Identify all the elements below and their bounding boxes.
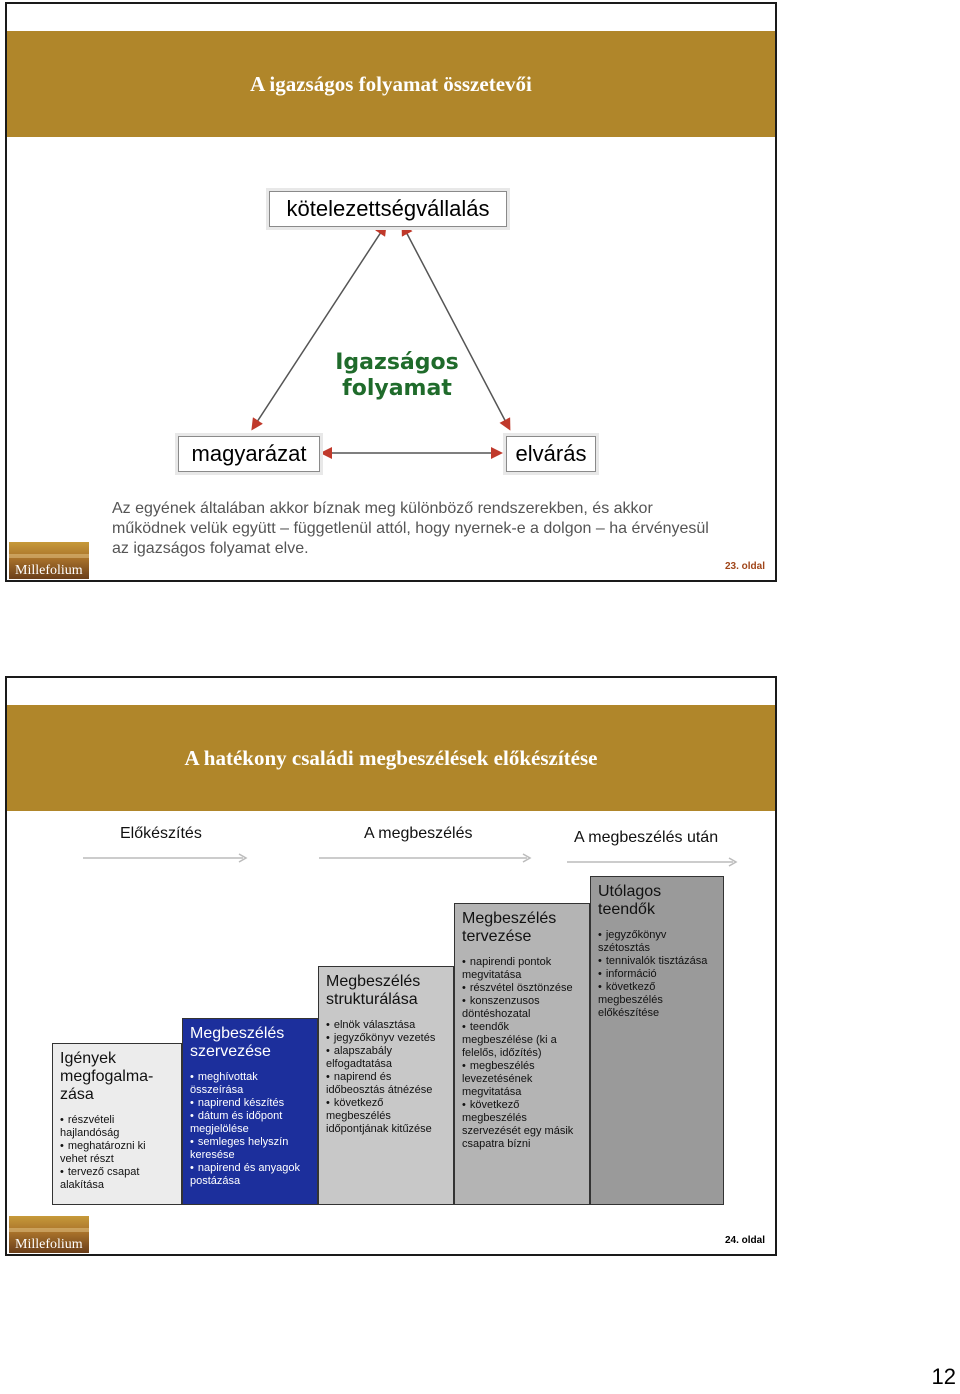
explanation-box: magyarázat xyxy=(178,436,320,472)
column-followup xyxy=(590,876,724,1205)
list-item: • részvételi hajlandóság xyxy=(60,1114,174,1140)
list-item: • következő megbeszélés szervezését egy másik csapatra bízni xyxy=(462,1099,582,1151)
list-item: • jegyzőkönyv vezetés xyxy=(326,1032,446,1045)
list-item: • megbeszélés levezetésének megvitatása xyxy=(462,1060,582,1099)
page-number: 12 xyxy=(931,1364,956,1389)
center-label-line-2: folyamat xyxy=(342,376,452,401)
list-item: • tervező csapat alakítása xyxy=(60,1166,174,1192)
list-item: • napirend és időbeosztás átnézése xyxy=(326,1071,446,1097)
column-needs xyxy=(52,1043,182,1205)
column-heading: Igények megfogalma-zása xyxy=(60,1050,154,1103)
center-label xyxy=(322,350,472,402)
list-item: • napirendi pontok megvitatása xyxy=(462,956,582,982)
list-item: • alapszabály elfogadtatása xyxy=(326,1045,446,1071)
column-structuring xyxy=(318,966,454,1205)
list-item: • információ xyxy=(598,968,716,981)
column-heading: Utólagos teendők xyxy=(598,883,662,918)
phase-after-meeting: A megbeszélés után xyxy=(574,829,719,846)
phase-arrows xyxy=(7,678,775,878)
list-item: • tennivalók tisztázása xyxy=(598,955,716,968)
column-heading: Megbeszélés tervezése xyxy=(462,910,557,945)
list-item: • dátum és időpont megjelölése xyxy=(190,1110,310,1136)
list-item: • meghatározni ki vehet részt xyxy=(60,1140,174,1166)
phase-meeting: A megbeszélés xyxy=(364,825,473,842)
fair-process-paragraph: Az egyének általában akkor bíznak meg különböző rendszerekben, és akkor működnek velük együtt – függetlenül attól, hogy nyernek-e a dolgon – ha érvényesül az igazságos folyamat elve. xyxy=(112,500,709,557)
commitment-box: kötelezettségvállalás xyxy=(269,191,507,227)
slide-1-title: A igazságos folyamat összetevői xyxy=(7,31,775,137)
expectation-box: elvárás xyxy=(506,436,596,472)
millefolium-logo xyxy=(9,1216,89,1253)
millefolium-logo xyxy=(9,542,89,579)
list-item: • következő megbeszélés előkészítése xyxy=(598,981,716,1020)
list-item: • jegyzőkönyv szétosztás xyxy=(598,929,716,955)
column-organizing xyxy=(182,1018,318,1205)
list-item: • meghívottak összeírása xyxy=(190,1071,310,1097)
list-item: • elnök választása xyxy=(326,1019,446,1032)
slide-2-title: A hatékony családi megbeszélések előkészítése xyxy=(7,705,775,811)
triangle-arrows xyxy=(7,4,775,580)
list-item: • teendők megbeszélése (ki a felelős, időzítés) xyxy=(462,1021,582,1060)
list-item: • napirend és anyagok postázása xyxy=(190,1162,310,1188)
list-item: • semleges helyszín keresése xyxy=(190,1136,310,1162)
slide-1-page: 23. oldal xyxy=(724,561,765,572)
column-heading: Megbeszélés strukturálása xyxy=(326,973,421,1008)
slide-2 xyxy=(5,676,777,1256)
list-item: • napirend készítés xyxy=(190,1097,310,1110)
list-item: • konszenzusos döntéshozatal xyxy=(462,995,582,1021)
column-planning xyxy=(454,903,590,1205)
logo-text: Millefolium xyxy=(15,1237,83,1252)
list-item: • részvétel ösztönzése xyxy=(462,982,582,995)
phase-preparation: Előkészítés xyxy=(120,825,202,842)
column-heading: Megbeszélés szervezése xyxy=(190,1025,285,1060)
center-label-line-1: Igazságos xyxy=(335,350,459,375)
list-item: • következő megbeszélés időpontjának kitűzése xyxy=(326,1097,446,1136)
logo-text: Millefolium xyxy=(15,563,83,578)
slide-2-page: 24. oldal xyxy=(724,1235,765,1246)
slide-1 xyxy=(5,2,777,582)
